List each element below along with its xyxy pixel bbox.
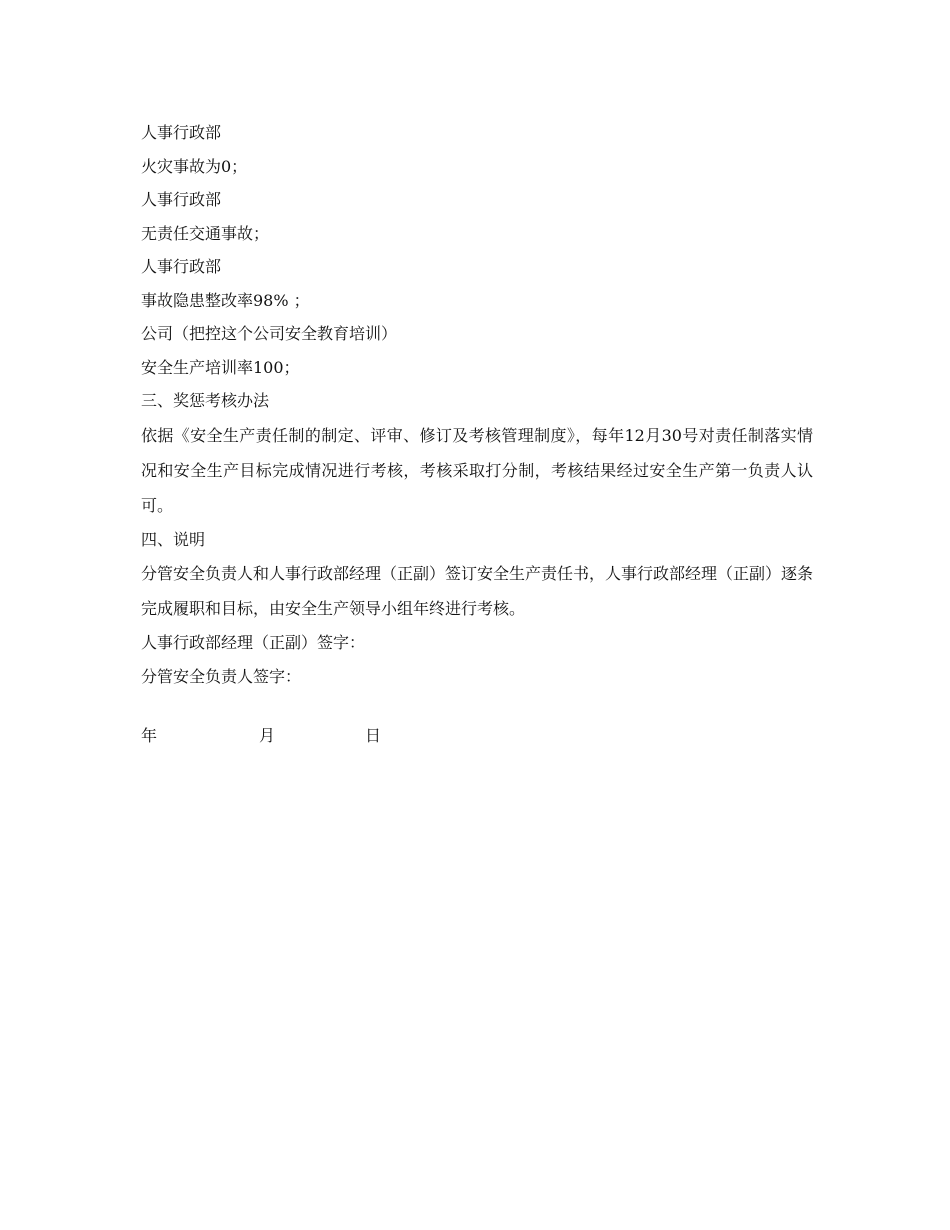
target-hazard-rectification: 事故隐患整改率98% ； (141, 290, 310, 310)
document-body (141, 116, 813, 753)
section-heading-notes: 四、说明 (141, 529, 206, 549)
date-month-label: 月 (259, 726, 276, 745)
safety-lead-signature-label: 分管安全负责人签字： (141, 666, 302, 686)
manager-signature-label: 人事行政部经理（正副）签字： (141, 633, 366, 652)
target-owner-3: 人事行政部 (141, 257, 222, 276)
target-training-rate: 安全生产培训率100； (141, 357, 300, 377)
target-owner-2: 人事行政部 (141, 190, 222, 209)
assessment-paragraph: 依据《安全生产责任制的制定、评审、修订及考核管理制度》，每年12月30号对责任制落实情况和安全生产目标完成情况进行考核，考核采取打分制，考核结果经过安全生产第一负责人认可。 (141, 425, 813, 515)
section-heading-assessment: 三、奖惩考核办法 (141, 391, 270, 410)
date-year-label: 年 (141, 726, 158, 745)
target-owner-company: 公司（把控这个公司安全教育培训） (141, 324, 398, 343)
signature-date (141, 719, 813, 753)
target-traffic-accidents: 无责任交通事故； (141, 223, 270, 243)
notes-paragraph: 分管安全负责人和人事行政部经理（正副）签订安全生产责任书，人事行政部经理（正副）逐条完成履职和目标，由安全生产领导小组年终进行考核。 (141, 564, 814, 618)
target-owner-1: 人事行政部 (141, 123, 222, 142)
date-day-label: 日 (365, 726, 382, 745)
target-fire-accidents: 火灾事故为0； (141, 156, 248, 176)
